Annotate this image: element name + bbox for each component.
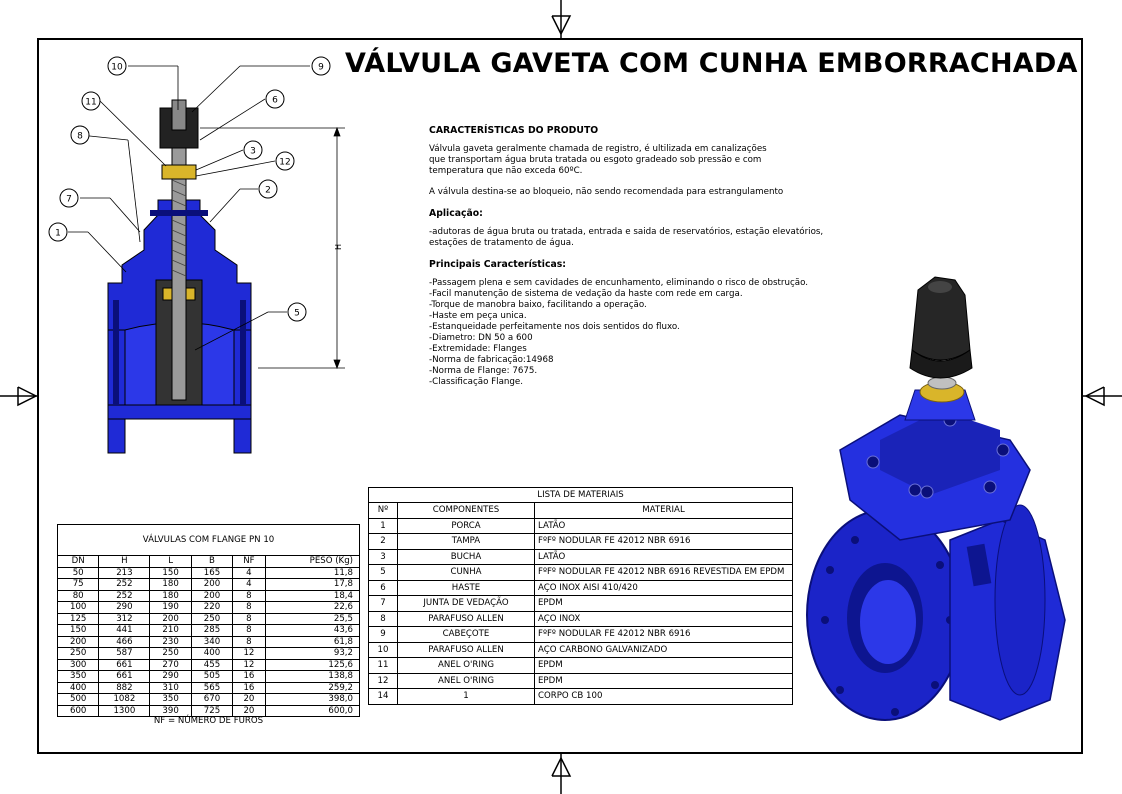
table-cell: AÇO INOX AISI 410/420 [535, 580, 793, 596]
table-cell: 4 [233, 567, 265, 579]
table-cell: LATÃO [535, 518, 793, 534]
table-cell: 882 [99, 682, 150, 694]
table-row [58, 636, 360, 648]
svg-text:12: 12 [279, 157, 291, 168]
table-cell: 670 [191, 694, 232, 706]
table-cell: 2 [369, 534, 398, 550]
description-heading: CARACTERÍSTICAS DO PRODUTO [429, 125, 599, 136]
table-cell: 50 [58, 567, 99, 579]
table-cell: 17,8 [265, 579, 359, 591]
features-list [429, 278, 829, 388]
table-cell: 200 [191, 579, 232, 591]
table-cell: 270 [150, 659, 191, 671]
dimension-h-label: H [334, 243, 343, 250]
table-cell: 16 [233, 671, 265, 683]
table-cell: AÇO CARBONO GALVANIZADO [535, 642, 793, 658]
materials-table-body [369, 518, 793, 704]
table-cell: 250 [58, 648, 99, 660]
table-cell: 200 [191, 590, 232, 602]
col-header: MATERIAL [535, 503, 793, 519]
table-cell: 300 [58, 659, 99, 671]
table-row [369, 549, 793, 565]
table-row [369, 642, 793, 658]
table-cell: 390 [150, 705, 191, 717]
svg-text:2: 2 [265, 185, 271, 196]
table-cell: HASTE [398, 580, 535, 596]
table-cell: 400 [191, 648, 232, 660]
col-header: DN [58, 556, 99, 568]
table-cell: 8 [233, 590, 265, 602]
table-row [369, 565, 793, 581]
table-row [58, 579, 360, 591]
table-cell: 252 [99, 590, 150, 602]
table-cell: 505 [191, 671, 232, 683]
table-cell: 14 [369, 689, 398, 705]
table-cell: 8 [369, 611, 398, 627]
table-cell: 180 [150, 579, 191, 591]
svg-text:1: 1 [55, 228, 61, 239]
table-cell: 1300 [99, 705, 150, 717]
table-cell: 441 [99, 625, 150, 637]
table-cell: PORCA [398, 518, 535, 534]
table-row [369, 518, 793, 534]
table-cell: 661 [99, 671, 150, 683]
feature-item: -Estanqueidade perfeitamente nos dois sentidos do fluxo. [429, 322, 680, 332]
table-row [369, 689, 793, 705]
table-cell: 250 [150, 648, 191, 660]
table-cell: 725 [191, 705, 232, 717]
table-row [58, 682, 360, 694]
table-row [58, 613, 360, 625]
table-cell: 600 [58, 705, 99, 717]
application-text [429, 227, 829, 249]
svg-text:8: 8 [77, 131, 83, 142]
table-cell: EPDM [535, 673, 793, 689]
valve-table-caption: VÁLVULAS COM FLANGE PN 10 [58, 525, 360, 556]
valve-dimensions-table [57, 524, 360, 717]
feature-item: -Diametro: DN 50 a 600 [429, 333, 533, 343]
materials-table [368, 487, 793, 705]
table-cell: 565 [191, 682, 232, 694]
valve-table-body [58, 567, 360, 717]
features-heading: Principais Características: [429, 259, 566, 270]
table-row [369, 611, 793, 627]
table-cell: 125 [58, 613, 99, 625]
table-cell: 100 [58, 602, 99, 614]
table-cell: EPDM [535, 658, 793, 674]
materials-table-header [369, 503, 793, 519]
application-heading: Aplicação: [429, 208, 483, 219]
table-cell: 5 [369, 565, 398, 581]
table-cell: 4 [233, 579, 265, 591]
table-cell: AÇO INOX [535, 611, 793, 627]
svg-text:7: 7 [66, 194, 72, 205]
table-cell: 20 [233, 694, 265, 706]
table-cell: 500 [58, 694, 99, 706]
table-cell: 12 [369, 673, 398, 689]
table-row [369, 673, 793, 689]
table-cell: 290 [150, 671, 191, 683]
table-cell: 75 [58, 579, 99, 591]
svg-text:6: 6 [272, 95, 278, 106]
col-header: PESO (Kg) [265, 556, 359, 568]
feature-item: -Torque de manobra baixo, facilitando a operação. [429, 300, 647, 310]
table-row [58, 705, 360, 717]
table-cell: 18,4 [265, 590, 359, 602]
table-cell: 340 [191, 636, 232, 648]
page-title: VÁLVULA GAVETA COM CUNHA EMBORRACHADA [345, 48, 1078, 79]
table-cell: 7 [369, 596, 398, 612]
col-header: L [150, 556, 191, 568]
table-cell: 93,2 [265, 648, 359, 660]
table-row [58, 567, 360, 579]
table-cell: TAMPA [398, 534, 535, 550]
svg-text:10: 10 [111, 62, 123, 73]
table-cell: 230 [150, 636, 191, 648]
table-cell: 9 [369, 627, 398, 643]
application-line: estações de tratamento de água. [429, 238, 574, 248]
valve-table-header [58, 556, 360, 568]
table-cell: 10 [369, 642, 398, 658]
table-cell: 80 [58, 590, 99, 602]
table-cell: FºFº NODULAR FE 42012 NBR 6916 [535, 627, 793, 643]
table-cell: 190 [150, 602, 191, 614]
table-cell: 213 [99, 567, 150, 579]
intro-line: Válvula gaveta geralmente chamada de registro, é ultilizada em canalizações [429, 144, 767, 154]
table-cell: 312 [99, 613, 150, 625]
table-cell: 398,0 [265, 694, 359, 706]
table-cell: CORPO CB 100 [535, 689, 793, 705]
table-cell: 220 [191, 602, 232, 614]
table-cell: 200 [150, 613, 191, 625]
table-cell: 125,6 [265, 659, 359, 671]
table-cell: 587 [99, 648, 150, 660]
table-row [369, 534, 793, 550]
materials-table-caption: LISTA DE MATERIAIS [369, 488, 793, 503]
table-cell: 210 [150, 625, 191, 637]
table-cell: 200 [58, 636, 99, 648]
table-row [58, 694, 360, 706]
table-cell: 150 [58, 625, 99, 637]
table-cell: 455 [191, 659, 232, 671]
svg-text:3: 3 [250, 146, 256, 157]
table-cell: 8 [233, 602, 265, 614]
application-line: -adutoras de água bruta ou tratada, entrada e saida de reservatórios, estação elevatórios, [429, 227, 824, 237]
table-cell: 12 [233, 659, 265, 671]
table-cell: 150 [150, 567, 191, 579]
col-header: B [191, 556, 232, 568]
table-cell: BUCHA [398, 549, 535, 565]
feature-item: -Facil manutenção de sistema de vedação da haste com rede em carga. [429, 289, 743, 299]
table-row [58, 659, 360, 671]
table-row [369, 596, 793, 612]
table-cell: 180 [150, 590, 191, 602]
col-header: COMPONENTES [398, 503, 535, 519]
table-row [369, 580, 793, 596]
table-cell: 165 [191, 567, 232, 579]
table-cell: CUNHA [398, 565, 535, 581]
table-cell: 16 [233, 682, 265, 694]
table-cell: JUNTA DE VEDAÇÃO [398, 596, 535, 612]
table-cell: 8 [233, 613, 265, 625]
table-cell: EPDM [535, 596, 793, 612]
table-row [58, 648, 360, 660]
table-row [58, 590, 360, 602]
table-cell: CABEÇOTE [398, 627, 535, 643]
table-cell: FºFº NODULAR FE 42012 NBR 6916 [535, 534, 793, 550]
table-cell: 1082 [99, 694, 150, 706]
table-cell: 466 [99, 636, 150, 648]
feature-item: -Haste em peça unica. [429, 311, 527, 321]
table-cell: FºFº NODULAR FE 42012 NBR 6916 REVESTIDA EM EPDM [535, 565, 793, 581]
description-note: A válvula destina-se ao bloqueio, não sendo recomendada para estrangulamento [429, 187, 784, 197]
table-cell: 8 [233, 636, 265, 648]
table-cell: 661 [99, 659, 150, 671]
table-cell: 285 [191, 625, 232, 637]
feature-item: -Classificação Flange. [429, 377, 524, 387]
table-cell: 310 [150, 682, 191, 694]
table-cell: PARAFUSO ALLEN [398, 642, 535, 658]
table-cell: 11 [369, 658, 398, 674]
table-cell: 1 [369, 518, 398, 534]
table-row [58, 602, 360, 614]
feature-item: -Norma de Flange: 7675. [429, 366, 538, 376]
col-header: Nº [369, 503, 398, 519]
table-cell: 290 [99, 602, 150, 614]
table-cell: 250 [191, 613, 232, 625]
table-cell: 350 [150, 694, 191, 706]
table-cell: 25,5 [265, 613, 359, 625]
svg-text:9: 9 [318, 62, 324, 73]
table-cell: 6 [369, 580, 398, 596]
table-cell: 350 [58, 671, 99, 683]
valve-table-footnote: NF = NÚMERO DE FUROS [153, 716, 264, 726]
col-header: NF [233, 556, 265, 568]
table-row [369, 627, 793, 643]
table-cell: 252 [99, 579, 150, 591]
table-row [58, 671, 360, 683]
table-cell: PARAFUSO ALLEN [398, 611, 535, 627]
table-cell: 8 [233, 625, 265, 637]
table-cell: ANEL O'RING [398, 658, 535, 674]
table-row [369, 658, 793, 674]
svg-text:11: 11 [85, 97, 97, 108]
table-cell: 22,6 [265, 602, 359, 614]
table-cell: 259,2 [265, 682, 359, 694]
table-cell: 138,8 [265, 671, 359, 683]
table-cell: LATÃO [535, 549, 793, 565]
description-intro [429, 144, 829, 177]
feature-item: -Extremidade: Flanges [429, 344, 527, 354]
intro-line: temperatura que não exceda 60ºC. [429, 166, 583, 176]
feature-item: -Passagem plena e sem cavidades de encunhamento, eliminando o risco de obstrução. [429, 278, 809, 288]
col-header: H [99, 556, 150, 568]
table-cell: 400 [58, 682, 99, 694]
table-cell: ANEL O'RING [398, 673, 535, 689]
table-cell: 1 [398, 689, 535, 705]
feature-item: -Norma de fabricação:14968 [429, 355, 554, 365]
table-cell: 11,8 [265, 567, 359, 579]
intro-line: que transportam água bruta tratada ou esgoto gradeado sob pressão e com [429, 155, 762, 165]
table-cell: 43,6 [265, 625, 359, 637]
table-cell: 20 [233, 705, 265, 717]
product-description [429, 125, 829, 388]
svg-text:5: 5 [294, 308, 300, 319]
table-cell: 61,8 [265, 636, 359, 648]
table-row [58, 625, 360, 637]
table-cell: 600,0 [265, 705, 359, 717]
table-cell: 3 [369, 549, 398, 565]
table-cell: 12 [233, 648, 265, 660]
